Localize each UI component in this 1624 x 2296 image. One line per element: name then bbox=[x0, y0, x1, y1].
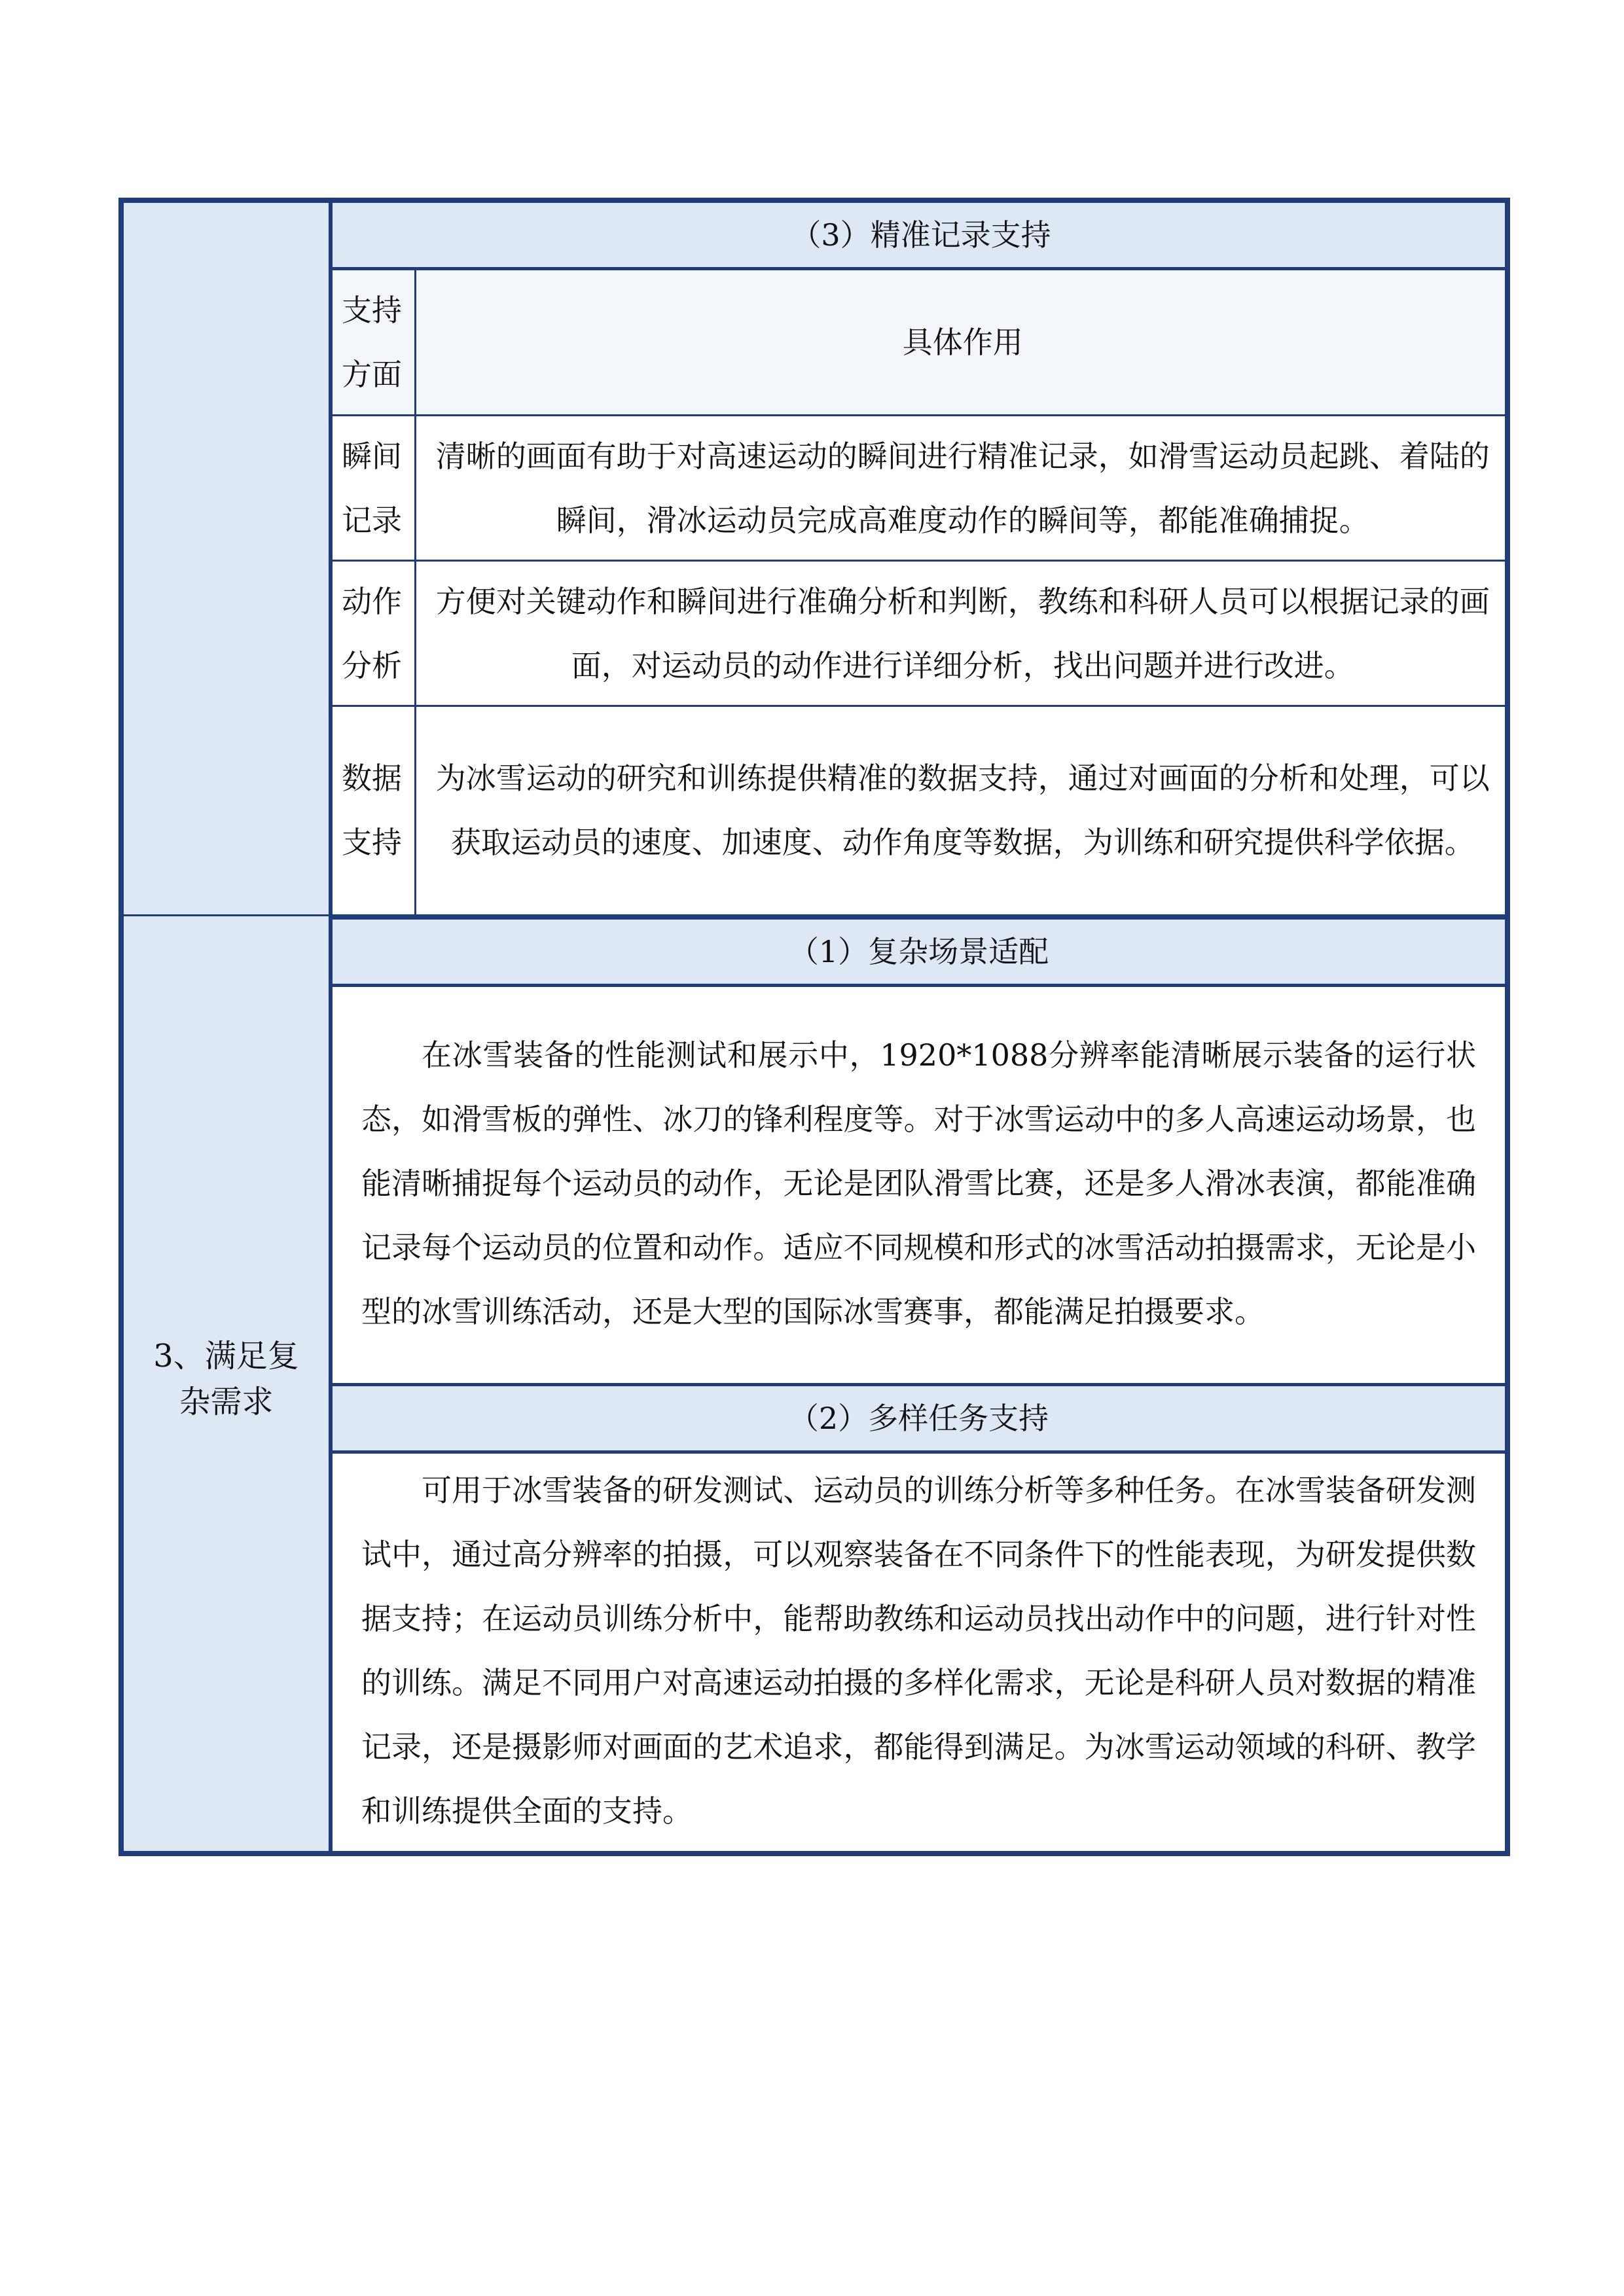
side-label-complex-needs: 3、满足复杂需求 bbox=[153, 1337, 299, 1420]
feature-table bbox=[118, 198, 1510, 1856]
precise-recording-body bbox=[331, 200, 1507, 915]
section-header-multi-task: （2）多样任务支持 bbox=[333, 1384, 1505, 1452]
side-cell-top bbox=[121, 200, 331, 915]
complex-needs-table bbox=[333, 916, 1505, 1852]
section-complex-needs bbox=[121, 915, 1507, 1854]
row-aspect-motion-analysis: 动作分析 bbox=[333, 561, 415, 706]
complex-scene-paragraph: 在冰雪装备的性能测试和展示中，1920*1088分辨率能清晰展示装备的运行状态，如滑雪板的弹性、冰刀的锋利程度等。对于冰雪运动中的多人高速运动场景，也能清晰捕捉每个运动员的动作，无论是团队滑雪比赛，还是多人滑冰表演，都能准确记录每个运动员的位置和动作。适应不同规模和形式的冰雪活动拍摄需求，无论是小型的冰雪训练活动，还是大型的国际冰雪赛事，都能满足拍摄要求。 bbox=[361, 1037, 1476, 1329]
row-effect-data-support: 为冰雪运动的研究和训练提供精准的数据支持，通过对画面的分析和处理，可以获取运动员的速度、加速度、动作角度等数据，为训练和研究提供科学依据。 bbox=[415, 706, 1509, 914]
complex-scene-paragraph-cell bbox=[333, 985, 1505, 1384]
section-header-complex-scene: （1）复杂场景适配 bbox=[333, 918, 1505, 985]
section-precise-recording bbox=[121, 200, 1507, 915]
column-header-effect: 具体作用 bbox=[415, 269, 1509, 416]
table-row bbox=[333, 561, 1509, 706]
row-effect-instant-record: 清晰的画面有助于对高速运动的瞬间进行精准记录，如滑雪运动员起跳、着陆的瞬间，滑冰运动员完成高难度动作的瞬间等，都能准确捕捉。 bbox=[415, 416, 1509, 561]
precise-recording-table bbox=[333, 203, 1509, 914]
section-header-precise-recording: （3）精准记录支持 bbox=[333, 203, 1509, 269]
row-effect-motion-analysis: 方便对关键动作和瞬间进行准确分析和判断，教练和科研人员可以根据记录的画面，对运动员的动作进行详细分析，找出问题并进行改进。 bbox=[415, 561, 1509, 706]
table-row bbox=[333, 416, 1509, 561]
complex-needs-body bbox=[331, 915, 1507, 1854]
table-row bbox=[333, 706, 1509, 914]
row-aspect-data-support: 数据支持 bbox=[333, 706, 415, 914]
side-cell-complex-needs bbox=[121, 915, 331, 1854]
multi-task-paragraph-cell bbox=[333, 1452, 1505, 1851]
multi-task-paragraph: 可用于冰雪装备的研发测试、运动员的训练分析等多种任务。在冰雪装备研发测试中，通过高分辨率的拍摄，可以观察装备在不同条件下的性能表现，为研发提供数据支持；在运动员训练分析中，能帮助教练和运动员找出动作中的问题，进行针对性的训练。满足不同用户对高速运动拍摄的多样化需求，无论是科研人员对数据的精准记录，还是摄影师对画面的艺术追求，都能得到满足。为冰雪运动领域的科研、教学和训练提供全面的支持。 bbox=[361, 1473, 1476, 1829]
row-aspect-instant-record: 瞬间记录 bbox=[333, 416, 415, 561]
column-header-aspect: 支持方面 bbox=[333, 269, 415, 416]
